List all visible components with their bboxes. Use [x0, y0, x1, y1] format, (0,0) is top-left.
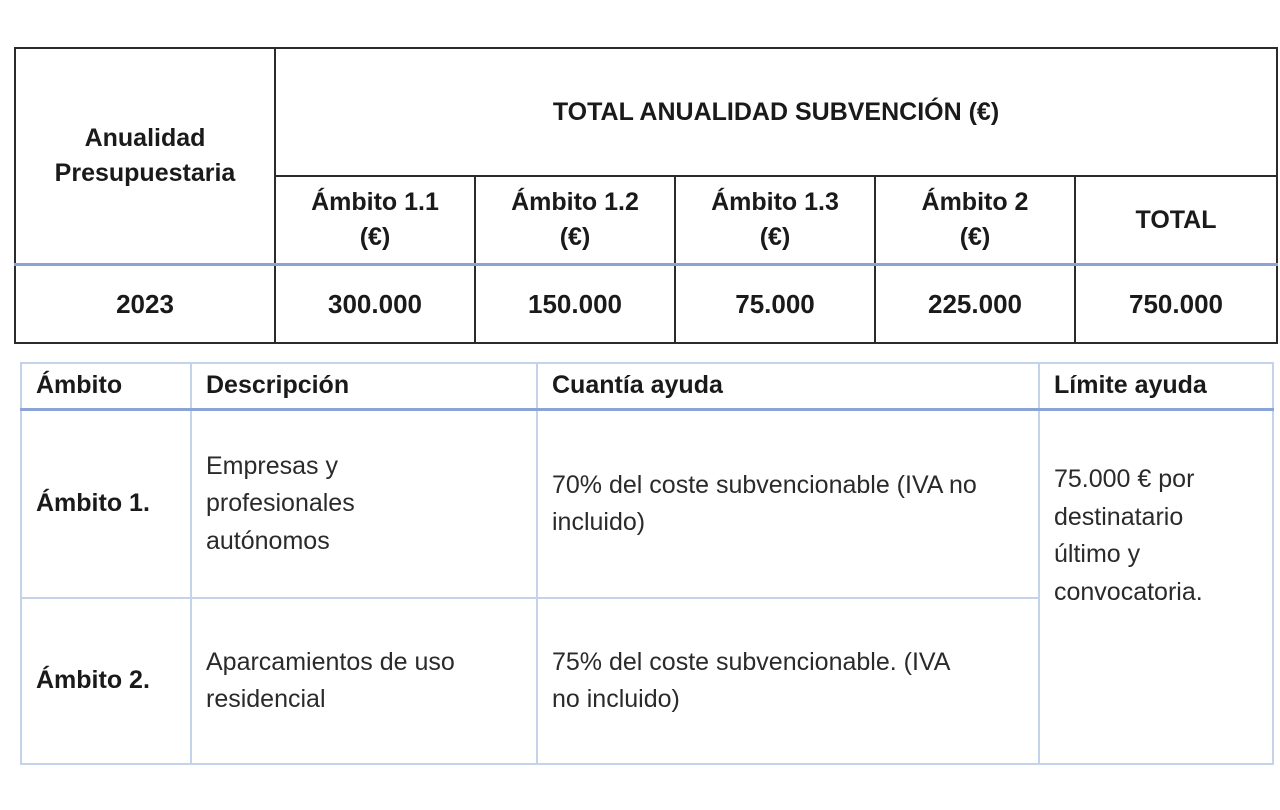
- row-ambito-1-label: Ámbito 1.: [21, 410, 191, 599]
- col-ambito-1-3-unit: (€): [759, 223, 791, 251]
- col-ambito-2-label: Ámbito 2: [921, 188, 1029, 216]
- descripcion-text: Aparcamientos de uso residencial: [206, 647, 455, 713]
- value-ambito-1-1: 300.000: [275, 265, 475, 344]
- col-ambito-1-2-label: Ámbito 1.2: [511, 188, 639, 216]
- col-ambito-1-3-header: [675, 176, 875, 265]
- table-row: [15, 265, 1277, 344]
- descripcion-text: Empresas y profesionales autónomos: [206, 451, 355, 555]
- row-ambito-2-cuantia: [537, 598, 1039, 764]
- limite-cell: [1039, 410, 1273, 765]
- col-ambito-2-header: [875, 176, 1075, 265]
- aid-table: [20, 362, 1274, 765]
- value-ambito-2: 225.000: [875, 265, 1075, 344]
- col-ambito-2-unit: (€): [959, 223, 991, 251]
- year-header-text: Anualidad Presupuestaria: [54, 124, 236, 187]
- row-ambito-1-cuantia: [537, 410, 1039, 599]
- table-row: [21, 410, 1273, 599]
- row-ambito-2-label: Ámbito 2.: [21, 598, 191, 764]
- header-ambito: Ámbito: [21, 363, 191, 410]
- cuantia-text: 75% del coste subvencionable. (IVA no incluido): [552, 647, 950, 713]
- header-cuantia: Cuantía ayuda: [537, 363, 1039, 410]
- row-ambito-2-descripcion: [191, 598, 537, 764]
- value-ambito-1-3: 75.000: [675, 265, 875, 344]
- budget-table: [14, 47, 1278, 344]
- value-ambito-1-2: 150.000: [475, 265, 675, 344]
- value-total: 750.000: [1075, 265, 1277, 344]
- col-ambito-1-2-unit: (€): [559, 223, 591, 251]
- year-cell: 2023: [15, 265, 275, 344]
- col-ambito-1-3-label: Ámbito 1.3: [711, 188, 839, 216]
- year-header: [15, 48, 275, 265]
- col-ambito-1-1-header: [275, 176, 475, 265]
- limite-text: 75.000 € por destinatario último y convocatoria.: [1054, 465, 1203, 606]
- col-ambito-1-1-label: Ámbito 1.1: [311, 188, 439, 216]
- col-ambito-1-1-unit: (€): [359, 223, 391, 251]
- row-ambito-1-descripcion: [191, 410, 537, 599]
- cuantia-text: 70% del coste subvencionable (IVA no incluido): [552, 470, 977, 536]
- col-ambito-1-2-header: [475, 176, 675, 265]
- header-descripcion: Descripción: [191, 363, 537, 410]
- header-limite: Límite ayuda: [1039, 363, 1273, 410]
- total-annuity-header: TOTAL ANUALIDAD SUBVENCIÓN (€): [275, 48, 1277, 176]
- col-total-header: TOTAL: [1075, 176, 1277, 265]
